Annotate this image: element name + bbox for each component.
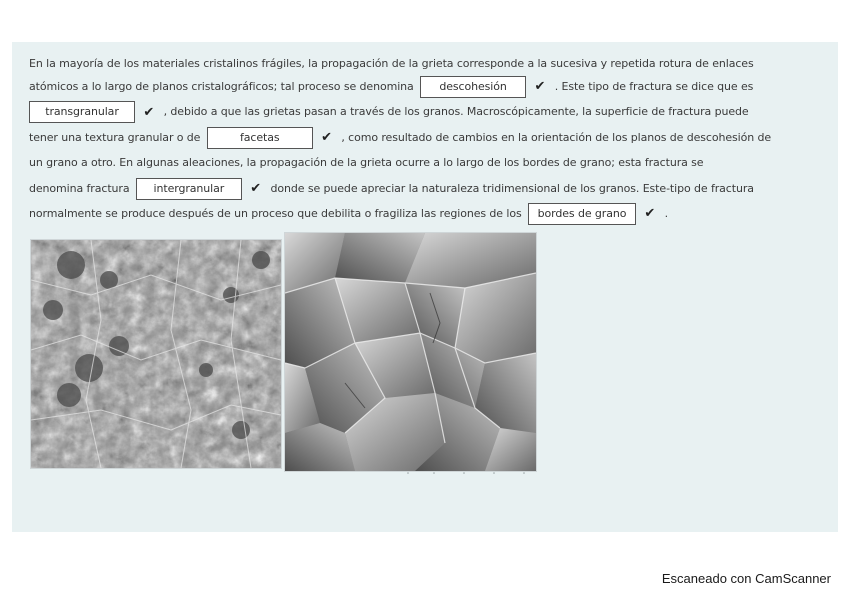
text-line-7-start: normalmente se produce después de un proceso que debilita o fragiliza las regiones de los [29, 206, 522, 220]
text-line-3-end: , debido a que las grietas pasan a través de los granos. Macroscópicamente, la superficie de fractura puede [163, 105, 749, 119]
correct-check-icon: ✔ [321, 130, 332, 146]
text-line-7-end: . [664, 206, 669, 220]
text-line-4-end: , como resultado de cambios en la orientación de los planos de descohesión de [341, 130, 772, 144]
text-line-1-text: En la mayoría de los materiales cristalinos frágiles, la propagación de la grieta corresponde a la sucesiva y repetida rotura de enlaces [29, 57, 754, 70]
intergranular-fracture-image [284, 232, 537, 472]
answer-field-bordes-de-grano[interactable]: bordes de grano [528, 203, 636, 225]
text-line-7 [29, 201, 829, 226]
question-panel [12, 42, 838, 532]
text-line-4-start: tener una textura granular o de [29, 130, 201, 144]
text-line-2-end: . Este tipo de fractura se dice que es [554, 80, 754, 93]
correct-check-icon: ✔ [143, 104, 155, 120]
text-line-2-start: atómicos a lo largo de planos cristalográficos; tal proceso se denomina [29, 80, 414, 93]
image-caption-residue [404, 470, 544, 476]
text-line-4 [29, 125, 829, 150]
text-line-3 [29, 99, 829, 124]
text-line-6-end: donde se puede apreciar la naturaleza tridimensional de los granos. Este-tipo de fractura [270, 181, 754, 195]
correct-check-icon: ✔ [250, 180, 262, 196]
text-line-6 [29, 176, 829, 201]
text-line-5-text: un grano a otro. En algunas aleaciones, la propagación de la grieta ocurre a lo largo de los bordes de grano; esta fractura se [29, 156, 704, 170]
fill-in-paragraph [29, 54, 829, 226]
camscanner-watermark: Escaneado con CamScanner [661, 571, 831, 586]
correct-check-icon: ✔ [534, 79, 546, 95]
transgranular-fracture-image [30, 239, 282, 469]
text-line-2 [29, 74, 829, 99]
answer-field-facetas[interactable]: facetas [207, 127, 313, 149]
correct-check-icon: ✔ [644, 206, 656, 222]
text-line-6-start: denomina fractura [29, 181, 130, 195]
text-line-5 [29, 150, 829, 175]
answer-field-transgranular[interactable]: transgranular [29, 101, 135, 123]
text-line-1 [29, 54, 829, 74]
answer-field-descohesion[interactable]: descohesión [420, 76, 526, 98]
answer-field-intergranular[interactable]: intergranular [136, 178, 242, 200]
